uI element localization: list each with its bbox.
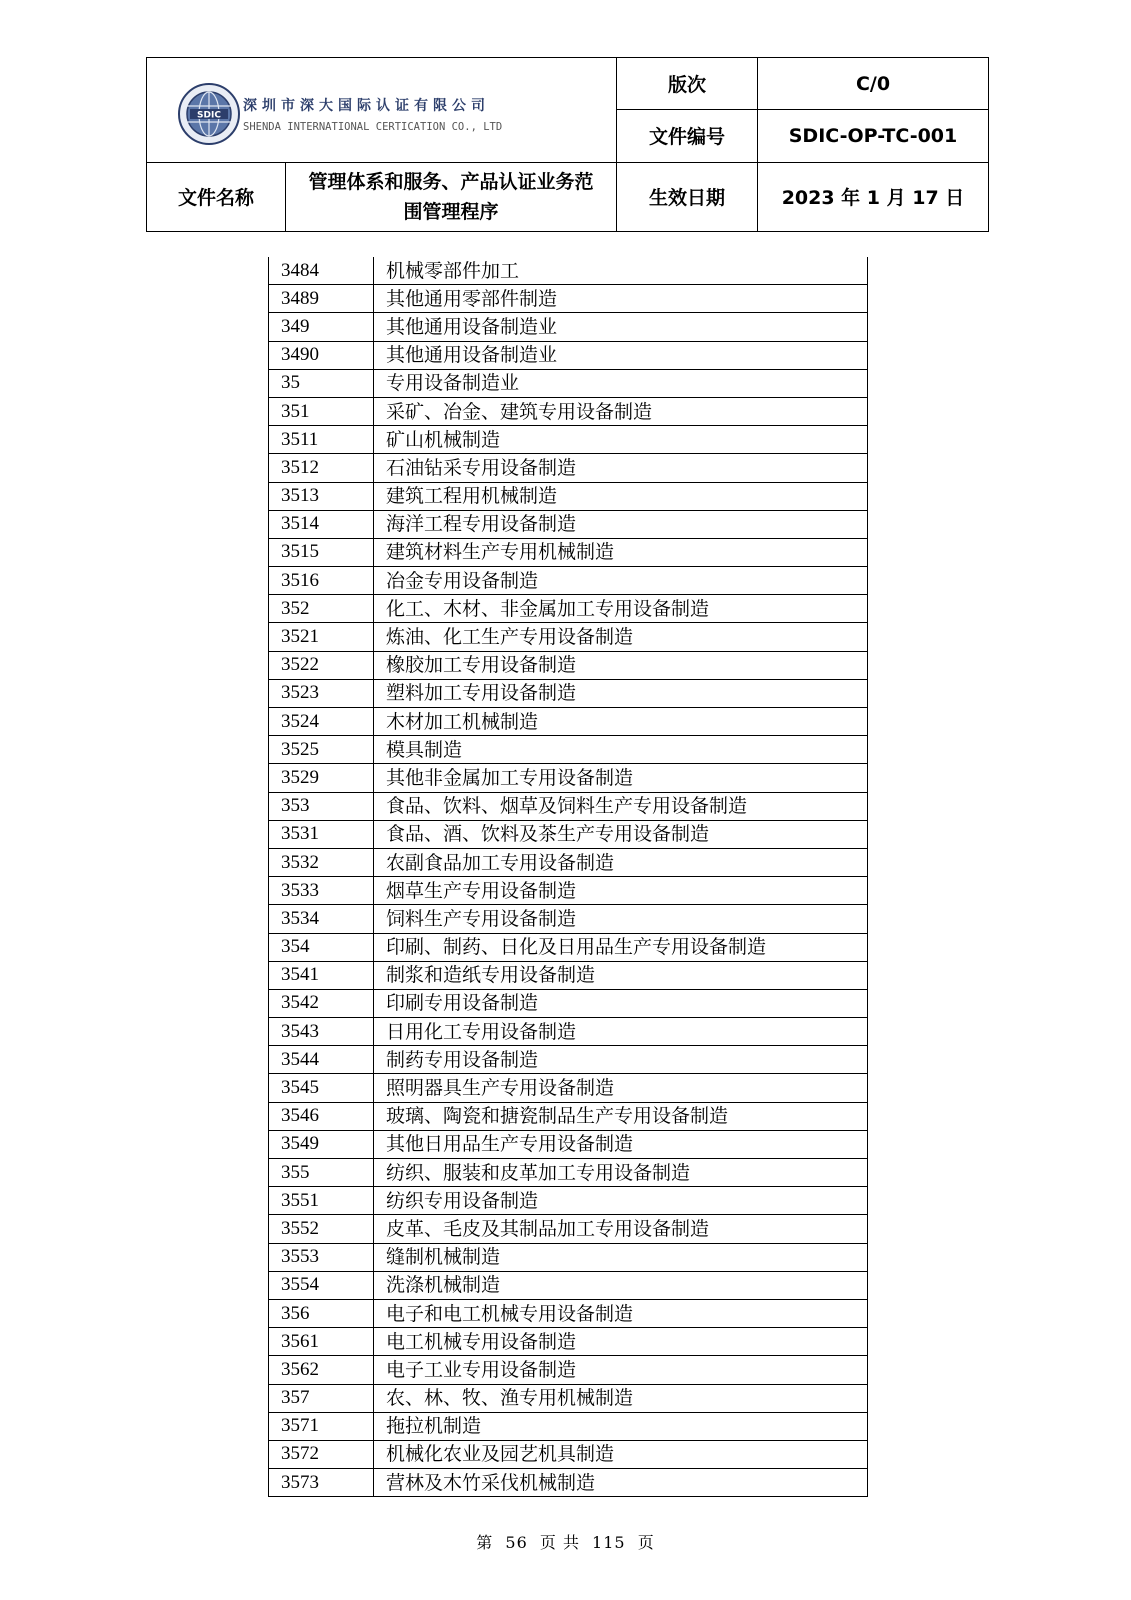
effective-date-label: 生效日期 <box>617 162 758 231</box>
industry-name: 纺织、服装和皮革加工专用设备制造 <box>374 1159 868 1187</box>
page-mid: 页 共 <box>539 1533 580 1552</box>
logo-text: SDIC <box>197 110 221 121</box>
industry-code: 3484 <box>269 257 374 285</box>
table-row <box>269 369 868 397</box>
company-logo-cell <box>147 58 617 163</box>
doc-name-line-2: 围管理程序 <box>403 200 499 223</box>
page-total: 115 <box>592 1533 626 1552</box>
table-row <box>269 595 868 623</box>
table-row <box>269 989 868 1017</box>
industry-name: 烟草生产专用设备制造 <box>374 877 868 905</box>
industry-code: 3524 <box>269 708 374 736</box>
industry-code: 3521 <box>269 623 374 651</box>
table-row <box>269 538 868 566</box>
industry-name: 其他通用零部件制造 <box>374 285 868 313</box>
industry-name: 食品、饮料、烟草及饲料生产专用设备制造 <box>374 792 868 820</box>
industry-name: 电子工业专用设备制造 <box>374 1356 868 1384</box>
industry-name: 其他通用设备制造业 <box>374 341 868 369</box>
company-logo <box>177 82 502 146</box>
industry-name: 炼油、化工生产专用设备制造 <box>374 623 868 651</box>
industry-code: 3543 <box>269 1018 374 1046</box>
table-row <box>269 397 868 425</box>
industry-code: 3525 <box>269 736 374 764</box>
industry-code: 3512 <box>269 454 374 482</box>
industry-name: 营林及木竹采伐机械制造 <box>374 1469 868 1497</box>
doc-name-label: 文件名称 <box>147 162 286 231</box>
industry-name: 饲料生产专用设备制造 <box>374 905 868 933</box>
industry-code: 3542 <box>269 989 374 1017</box>
industry-code: 3532 <box>269 848 374 876</box>
industry-name: 照明器具生产专用设备制造 <box>374 1074 868 1102</box>
table-row <box>269 567 868 595</box>
table-row <box>269 1271 868 1299</box>
industry-code: 352 <box>269 595 374 623</box>
doc-number-value: SDIC-OP-TC-001 <box>758 110 989 162</box>
table-row <box>269 1215 868 1243</box>
table-row <box>269 1102 868 1130</box>
industry-name: 印刷专用设备制造 <box>374 989 868 1017</box>
document-header <box>146 57 989 232</box>
industry-code: 3571 <box>269 1412 374 1440</box>
industry-name: 缝制机械制造 <box>374 1243 868 1271</box>
industry-name: 塑料加工专用设备制造 <box>374 679 868 707</box>
version-label: 版次 <box>617 58 758 110</box>
table-row <box>269 1187 868 1215</box>
industry-code: 3515 <box>269 538 374 566</box>
industry-name: 采矿、冶金、建筑专用设备制造 <box>374 397 868 425</box>
industry-code: 3552 <box>269 1215 374 1243</box>
industry-name: 机械化农业及园艺机具制造 <box>374 1440 868 1468</box>
industry-code: 3573 <box>269 1469 374 1497</box>
industry-name: 石油钻采专用设备制造 <box>374 454 868 482</box>
table-row <box>269 933 868 961</box>
industry-code: 35 <box>269 369 374 397</box>
industry-code: 3531 <box>269 820 374 848</box>
table-row <box>269 510 868 538</box>
industry-name: 日用化工专用设备制造 <box>374 1018 868 1046</box>
table-row <box>269 764 868 792</box>
industry-code: 3554 <box>269 1271 374 1299</box>
table-row <box>269 426 868 454</box>
page-footer <box>0 1530 1131 1553</box>
industry-name: 其他非金属加工专用设备制造 <box>374 764 868 792</box>
industry-code: 3533 <box>269 877 374 905</box>
version-value: C/0 <box>758 58 989 110</box>
table-row <box>269 1018 868 1046</box>
industry-code: 3553 <box>269 1243 374 1271</box>
industry-code: 351 <box>269 397 374 425</box>
industry-name: 其他通用设备制造业 <box>374 313 868 341</box>
industry-code: 3529 <box>269 764 374 792</box>
table-row <box>269 623 868 651</box>
table-row <box>269 1243 868 1271</box>
industry-code: 354 <box>269 933 374 961</box>
table-row <box>269 1074 868 1102</box>
industry-code: 3545 <box>269 1074 374 1102</box>
table-row <box>269 877 868 905</box>
industry-code: 357 <box>269 1384 374 1412</box>
industry-name: 橡胶加工专用设备制造 <box>374 651 868 679</box>
table-row <box>269 820 868 848</box>
industry-code: 353 <box>269 792 374 820</box>
table-row <box>269 1046 868 1074</box>
company-name-cn: 深圳市深大国际认证有限公司 <box>243 98 490 114</box>
doc-name-line-1: 管理体系和服务、产品认证业务范 <box>308 170 594 193</box>
table-row <box>269 651 868 679</box>
industry-name: 农副食品加工专用设备制造 <box>374 848 868 876</box>
table-row <box>269 1328 868 1356</box>
industry-name: 海洋工程专用设备制造 <box>374 510 868 538</box>
industry-name: 拖拉机制造 <box>374 1412 868 1440</box>
industry-name: 印刷、制药、日化及日用品生产专用设备制造 <box>374 933 868 961</box>
industry-code: 3511 <box>269 426 374 454</box>
industry-code: 3490 <box>269 341 374 369</box>
industry-name: 电工机械专用设备制造 <box>374 1328 868 1356</box>
table-row <box>269 1159 868 1187</box>
table-row <box>269 341 868 369</box>
table-row <box>269 679 868 707</box>
industry-name: 冶金专用设备制造 <box>374 567 868 595</box>
industry-name: 洗涤机械制造 <box>374 1271 868 1299</box>
page-number: 56 <box>505 1533 528 1552</box>
page-prefix: 第 <box>476 1533 494 1552</box>
industry-code: 3572 <box>269 1440 374 1468</box>
industry-code: 356 <box>269 1299 374 1327</box>
table-row <box>269 285 868 313</box>
industry-name: 皮革、毛皮及其制品加工专用设备制造 <box>374 1215 868 1243</box>
company-name-en: SHENDA INTERNATIONAL CERTICATION CO., LTD <box>243 121 503 133</box>
industry-code: 3551 <box>269 1187 374 1215</box>
industry-name: 制浆和造纸专用设备制造 <box>374 961 868 989</box>
page-suffix: 页 <box>637 1533 655 1552</box>
industry-name: 机械零部件加工 <box>374 257 868 285</box>
industry-name: 模具制造 <box>374 736 868 764</box>
table-row <box>269 1356 868 1384</box>
table-row <box>269 848 868 876</box>
industry-code: 355 <box>269 1159 374 1187</box>
table-row <box>269 736 868 764</box>
industry-code: 3514 <box>269 510 374 538</box>
industry-name: 建筑材料生产专用机械制造 <box>374 538 868 566</box>
doc-name-value <box>286 162 617 231</box>
industry-name: 农、林、牧、渔专用机械制造 <box>374 1384 868 1412</box>
table-row <box>269 1299 868 1327</box>
table-row <box>269 1440 868 1468</box>
table-row <box>269 1469 868 1497</box>
industry-name: 专用设备制造业 <box>374 369 868 397</box>
table-row <box>269 1384 868 1412</box>
industry-code: 3523 <box>269 679 374 707</box>
table-row <box>269 708 868 736</box>
industry-name: 食品、酒、饮料及茶生产专用设备制造 <box>374 820 868 848</box>
industry-code: 3546 <box>269 1102 374 1130</box>
industry-code: 3489 <box>269 285 374 313</box>
industry-name: 化工、木材、非金属加工专用设备制造 <box>374 595 868 623</box>
table-row <box>269 454 868 482</box>
industry-code-table <box>268 257 868 1497</box>
industry-name: 矿山机械制造 <box>374 426 868 454</box>
effective-date-value: 2023 年 1 月 17 日 <box>758 162 989 231</box>
industry-code: 3534 <box>269 905 374 933</box>
table-row <box>269 1130 868 1158</box>
industry-code: 3513 <box>269 482 374 510</box>
table-row <box>269 313 868 341</box>
table-row <box>269 792 868 820</box>
industry-name: 木材加工机械制造 <box>374 708 868 736</box>
doc-number-label: 文件编号 <box>617 110 758 162</box>
table-row <box>269 482 868 510</box>
industry-code: 3516 <box>269 567 374 595</box>
industry-code: 3541 <box>269 961 374 989</box>
table-row <box>269 1412 868 1440</box>
industry-code: 3549 <box>269 1130 374 1158</box>
industry-name: 其他日用品生产专用设备制造 <box>374 1130 868 1158</box>
industry-name: 玻璃、陶瓷和搪瓷制品生产专用设备制造 <box>374 1102 868 1130</box>
industry-name: 纺织专用设备制造 <box>374 1187 868 1215</box>
industry-code: 3562 <box>269 1356 374 1384</box>
industry-code: 3561 <box>269 1328 374 1356</box>
table-row <box>269 905 868 933</box>
globe-logo-icon <box>177 82 241 146</box>
industry-code: 3544 <box>269 1046 374 1074</box>
industry-name: 电子和电工机械专用设备制造 <box>374 1299 868 1327</box>
industry-code: 349 <box>269 313 374 341</box>
industry-name: 制药专用设备制造 <box>374 1046 868 1074</box>
industry-code: 3522 <box>269 651 374 679</box>
table-row <box>269 961 868 989</box>
industry-name: 建筑工程用机械制造 <box>374 482 868 510</box>
table-row <box>269 257 868 285</box>
